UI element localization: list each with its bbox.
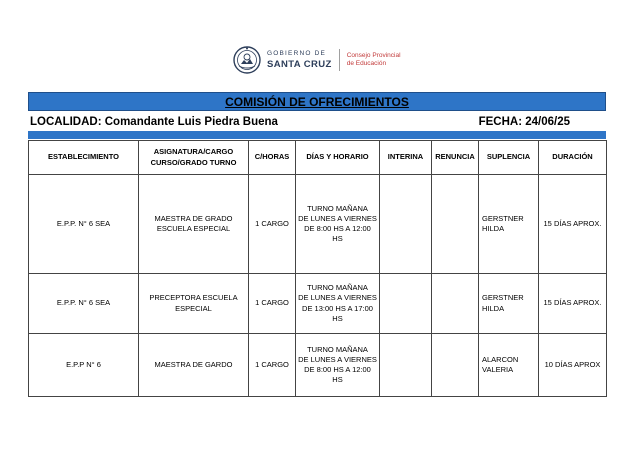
- cell-suplencia-line2: VALERIA: [482, 365, 514, 374]
- cell-dias-line4: HS: [332, 234, 343, 244]
- table-row: [29, 334, 607, 397]
- cell-dias-line2: DE LUNES A VIERNES: [298, 354, 377, 364]
- gov-line-1: GOBIERNO DE: [267, 50, 327, 57]
- header-asignatura-line1: ASIGNATURA/CARGO: [153, 147, 234, 157]
- header-duracion: DURACIÓN: [539, 141, 607, 175]
- cell-duracion: 15 DÍAS APROX.: [539, 274, 607, 334]
- cell-dias-line2: DE LUNES A VIERNES: [298, 213, 377, 223]
- provincial-seal-icon: [233, 46, 261, 74]
- cell-suplencia: [479, 334, 539, 397]
- cell-interina: [380, 274, 432, 334]
- header-asignatura: [139, 141, 249, 175]
- cell-suplencia-line1: GERSTNER: [482, 293, 524, 303]
- cell-renuncia: [432, 274, 479, 334]
- cell-duracion: 15 DÍAS APROX.: [539, 175, 607, 274]
- header-suplencia: SUPLENCIA: [479, 141, 539, 175]
- cell-dias: [296, 274, 380, 334]
- cell-suplencia-line1: GERSTNER: [482, 213, 524, 223]
- divider-band: [28, 131, 606, 139]
- cell-horas: 1 CARGO: [249, 274, 296, 334]
- offers-table: [28, 140, 607, 397]
- header-dias: DÍAS Y HORARIO: [296, 141, 380, 175]
- cell-dias-line4: HS: [332, 375, 343, 385]
- cell-suplencia: [479, 274, 539, 334]
- government-logo-text: [267, 51, 332, 69]
- cell-asignatura-line2: ESCUELA ESPECIAL: [156, 224, 231, 233]
- header-renuncia: RENUNCIA: [432, 141, 479, 175]
- header-establecimiento: ESTABLECIMIENTO: [29, 141, 139, 175]
- cell-horas: 1 CARGO: [249, 334, 296, 397]
- cell-suplencia-line2: HILDA: [482, 303, 505, 313]
- cell-asignatura-line1: PRECEPTORA ESCUELA: [149, 293, 238, 303]
- logo-divider: [339, 49, 340, 71]
- cell-dias-line4: HS: [332, 313, 343, 323]
- header-horas: C/HORAS: [249, 141, 296, 175]
- date-label: FECHA: 24/06/25: [478, 116, 570, 128]
- header-asignatura-line2: CURSO/GRADO TURNO: [150, 157, 237, 167]
- locality-row: [28, 113, 606, 131]
- locality-label: LOCALIDAD: Comandante Luis Piedra Buena: [30, 116, 278, 128]
- cell-renuncia: [432, 334, 479, 397]
- cell-establecimiento: E.P.P. N° 6 SEA: [29, 274, 139, 334]
- cell-dias-line2: DE LUNES A VIERNES: [298, 293, 377, 303]
- cell-asignatura: [139, 334, 249, 397]
- cell-dias-line1: TURNO MAÑANA: [307, 344, 368, 354]
- cell-suplencia-line1: ALARCON: [482, 354, 519, 364]
- table-row: [29, 274, 607, 334]
- cell-asignatura-line1: MAESTRA DE GARDO: [154, 359, 233, 369]
- cell-dias-line1: TURNO MAÑANA: [307, 203, 368, 213]
- header-interina: INTERINA: [380, 141, 432, 175]
- council-line-1: Consejo Provincial: [346, 51, 401, 59]
- cell-suplencia: [479, 175, 539, 274]
- gov-line-2: SANTA CRUZ: [267, 58, 332, 70]
- cell-establecimiento: E.P.P. N° 6 SEA: [29, 175, 139, 274]
- page-title: COMISIÓN DE OFRECIMIENTOS: [225, 94, 409, 109]
- table-row: [29, 175, 607, 274]
- cell-asignatura: [139, 274, 249, 334]
- cell-asignatura-line2: ESPECIAL: [175, 303, 212, 313]
- cell-dias: [296, 175, 380, 274]
- table-header-row: [29, 141, 607, 175]
- council-line-2: de Educación: [346, 60, 387, 67]
- cell-dias-line1: TURNO MAÑANA: [307, 283, 368, 293]
- cell-horas: 1 CARGO: [249, 175, 296, 274]
- cell-duracion: 10 DÍAS APROX: [539, 334, 607, 397]
- title-banner: [28, 92, 606, 111]
- cell-interina: [380, 334, 432, 397]
- cell-renuncia: [432, 175, 479, 274]
- cell-dias-line3: DE 13:00 HS A 17:00: [302, 303, 373, 313]
- cell-dias-line3: DE 8:00 HS A 12:00: [304, 365, 371, 374]
- council-logo-text: [347, 52, 401, 68]
- cell-asignatura-line1: MAESTRA DE GRADO: [154, 213, 233, 223]
- cell-asignatura: [139, 175, 249, 274]
- cell-suplencia-line2: HILDA: [482, 224, 505, 233]
- cell-dias-line3: DE 8:00 HS A 12:00: [304, 224, 371, 233]
- cell-dias: [296, 334, 380, 397]
- cell-interina: [380, 175, 432, 274]
- header-logo: [233, 44, 401, 76]
- cell-establecimiento: E.P.P N° 6: [29, 334, 139, 397]
